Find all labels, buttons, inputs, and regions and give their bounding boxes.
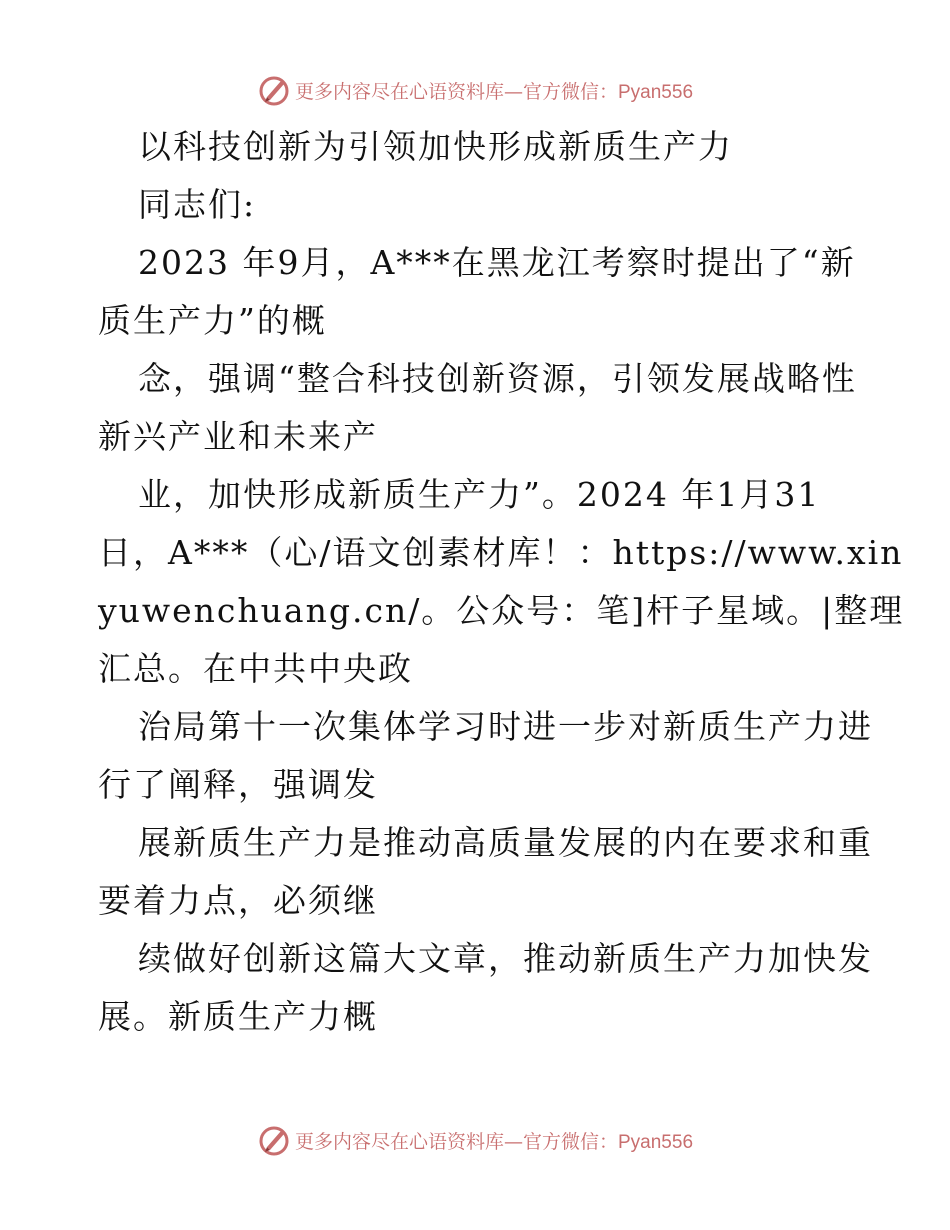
paragraph-line: 业，加快形成新质生产力”。2024 年1月31	[138, 475, 821, 514]
paragraph-line: 念，强调“整合科技创新资源，引领发展战略性	[138, 359, 857, 398]
banner-title: 更多内容尽在心语资料库	[294, 1130, 504, 1153]
paragraph-line: 展新质生产力是推动高质量发展的内在要求和重	[138, 823, 873, 862]
paragraph-line: 新兴产业和未来产	[98, 417, 378, 456]
banner-title: 更多内容尽在心语资料库	[294, 80, 504, 103]
paragraph-line: 汇总。在中共中央政	[98, 649, 413, 688]
paragraph-line: 治局第十一次集体学习时进一步对新质生产力进	[138, 707, 873, 746]
paragraph-line: yuwenchuang.cn/。公众号：笔]杆子星域。|整理	[98, 591, 905, 630]
banner-text	[295, 1127, 693, 1154]
pen-logo-icon	[257, 73, 291, 107]
banner-suffix: 官方微信：	[522, 80, 618, 103]
banner-text	[295, 77, 693, 104]
banner-wechat: Pyan556	[618, 1131, 694, 1153]
header-banner	[0, 70, 950, 110]
paragraph-line: 展。新质生产力概	[98, 997, 378, 1036]
paragraph-line: 要着力点，必须继	[98, 881, 378, 920]
paragraph-line: 质生产力”的概	[98, 301, 327, 340]
banner-suffix: 官方微信：	[522, 1130, 618, 1153]
paragraph-line: 行了阐释，强调发	[98, 765, 378, 804]
salutation: 同志们:	[138, 185, 257, 224]
banner-dash: —	[503, 80, 523, 103]
document-title: 以科技创新为引领加快形成新质生产力	[138, 127, 733, 166]
paragraph-line: 续做好创新这篇大文章，推动新质生产力加快发	[138, 939, 873, 978]
banner-dash: —	[503, 1130, 523, 1153]
banner-wechat: Pyan556	[618, 81, 694, 103]
paragraph-line: 2023 年9月，A***在黑龙江考察时提出了“新	[138, 243, 856, 282]
pen-logo-icon	[257, 1123, 291, 1157]
paragraph-line: 日，A***（心/语文创素材库！：https://www.xin	[98, 533, 904, 572]
footer-banner	[0, 1120, 950, 1160]
